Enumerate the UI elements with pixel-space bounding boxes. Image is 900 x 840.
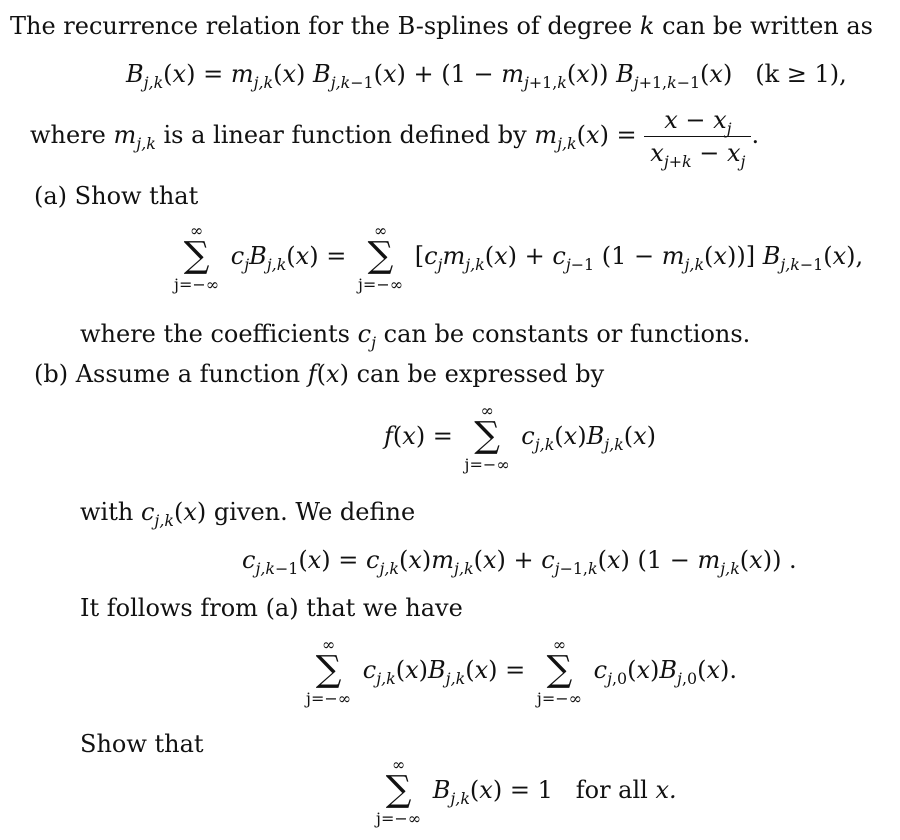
sum-symbol: ∞ ∑ j=−∞ bbox=[174, 221, 220, 294]
show-that-label: Show that bbox=[80, 730, 204, 758]
sum-symbol: ∞ ∑ j=−∞ bbox=[376, 755, 422, 828]
intro-var: k bbox=[639, 12, 655, 40]
sum-symbol: ∞ ∑ j=−∞ bbox=[536, 635, 582, 708]
forall-var: x. bbox=[655, 776, 677, 805]
intro-text2: can be written as bbox=[662, 12, 873, 40]
sum-symbol: ∞ ∑ j=−∞ bbox=[357, 221, 404, 294]
sum-equality-equation: ∞ ∑ j=−∞ $c_{j,k}(x)B_{j,k}(x)$ = ∞ ∑ j=−∞ $c_{j,0}(x)B_{j,0}(x)$. bbox=[306, 635, 737, 708]
m-symbol: m bbox=[113, 121, 137, 149]
coefficients-note: where the coefficients $c_j$ can be constants or functions. bbox=[80, 320, 751, 352]
mjk-fraction: $\frac{x - x_j}{x_{j+k} - x_j}$ bbox=[644, 108, 751, 165]
forall-text: for all bbox=[575, 776, 648, 805]
partition-of-unity-equation: ∞ ∑ j=−∞ $B_{j,k}(x) = 1$ for all x. bbox=[376, 755, 677, 828]
sum-symbol: ∞ ∑ j=−∞ bbox=[464, 401, 510, 474]
c-definition-equation: $c_{j,k-1}(x) = c_{j,k}(x)m_{j,k}(x) + c_{j-1,k}(x) (1 - m_{j,k}(x))$ . bbox=[242, 546, 797, 578]
recurrence-equation: $B_{j,k}(x) = m_{j,k}(x) B_{j,k-1}(x) + (1 - m_{j+1,k}(x))$ $B_{j+1,k-1}(x) (k \ge 1)$, bbox=[126, 60, 847, 92]
where-desc: is a linear function defined by bbox=[163, 121, 527, 149]
part-a-equation: ∞ ∑ j=−∞ $c_jB_{j,k}(x)$ = ∞ ∑ j=−∞ [$c_jm_{j,k}(x) + c_{j-1}$ $(1 - m_{j,k}(x))$] $B_{j,k-1}(x)$, bbox=[174, 221, 864, 294]
follows-line: It follows from (a) that we have bbox=[80, 594, 463, 622]
intro-line bbox=[10, 14, 873, 38]
recurrence-condition: (k ≥ 1), bbox=[755, 60, 847, 88]
intro-text: The recurrence relation for the B-splines of degree bbox=[10, 12, 633, 40]
sum-symbol: ∞ ∑ j=−∞ bbox=[306, 635, 352, 708]
given-line: with $c_{j,k}(x)$ given. We define bbox=[80, 498, 416, 530]
fx-equation: f(x) = ∞ ∑ j=−∞ $c_{j,k}(x)B_{j,k}(x)$ bbox=[384, 401, 657, 474]
where-text: where bbox=[30, 121, 106, 149]
part-b-label: (b) Assume a function f(x) can be expressed by bbox=[34, 360, 605, 388]
mjk-definition: where $m_{j,k}$ is a linear function defined by $m_{j,k}(x)$ = $\frac{x - x_j}{x_{j+k} - x_j}$ . bbox=[30, 106, 760, 171]
part-a-label: (a) Show that bbox=[34, 182, 199, 210]
